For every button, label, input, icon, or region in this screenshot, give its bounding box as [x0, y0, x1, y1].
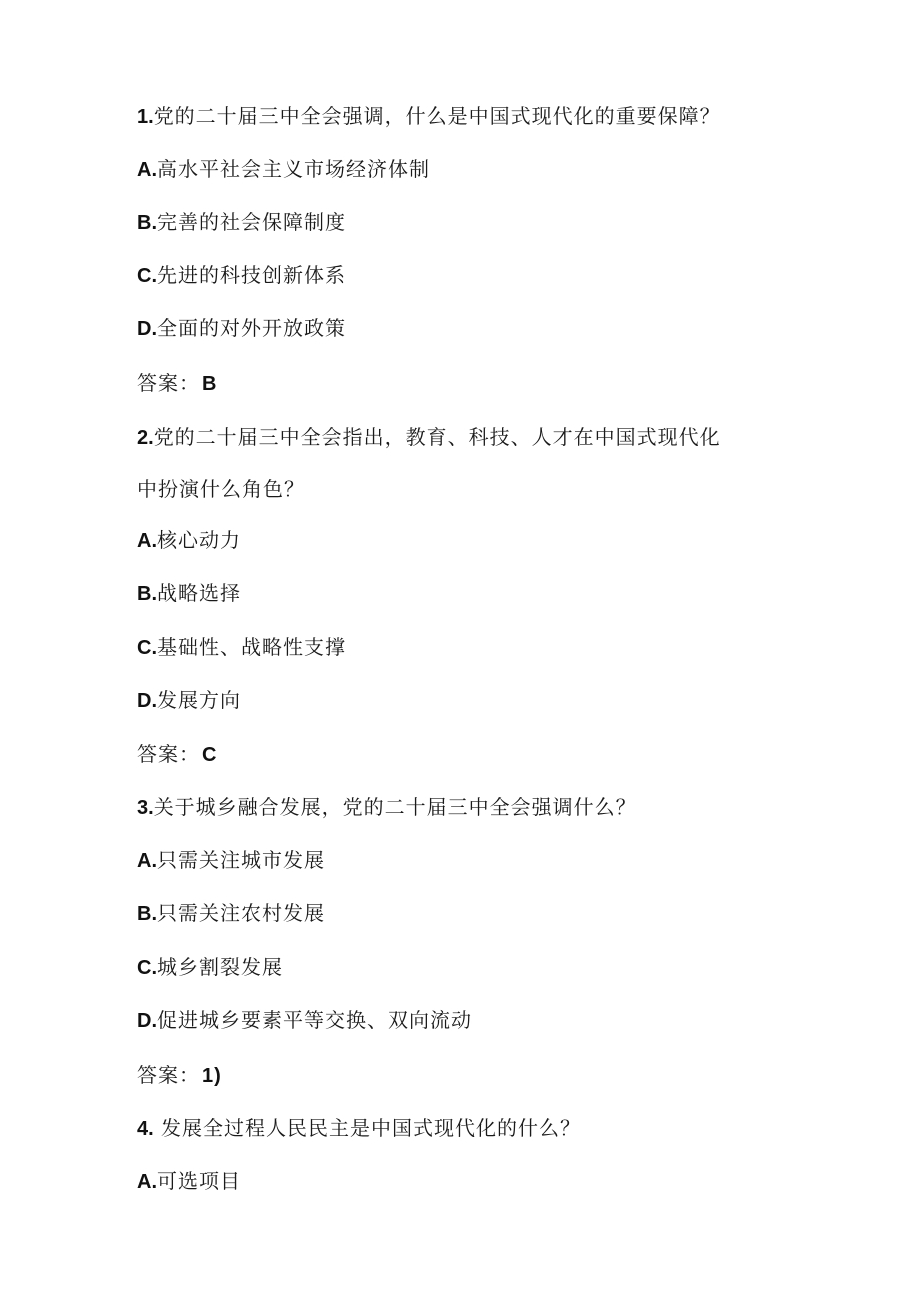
- option-3a: [137, 843, 880, 877]
- option-1b: [137, 205, 880, 239]
- option-text: 全面的对外开放政策: [157, 316, 346, 340]
- option-letter: C.: [137, 265, 157, 287]
- option-letter: A.: [137, 1171, 157, 1193]
- option-letter: A.: [137, 159, 157, 181]
- question-text-continued: 中扮演什么角色？: [137, 477, 305, 501]
- answer-3: [137, 1058, 880, 1092]
- option-letter: D.: [137, 1010, 157, 1032]
- option-1d: [137, 311, 880, 345]
- option-1a: [137, 152, 880, 186]
- option-text: 城乡割裂发展: [157, 955, 283, 979]
- option-text: 促进城乡要素平等交换、双向流动: [157, 1008, 472, 1032]
- option-letter: B.: [137, 903, 157, 925]
- question-text: 关于城乡融合发展，党的二十届三中全会强调什么？: [153, 795, 637, 819]
- option-2a: [137, 523, 880, 557]
- question-text: 党的二十届三中全会指出，教育、科技、人才在中国式现代化: [153, 425, 721, 449]
- answer-label: 答案：: [137, 742, 200, 766]
- answer-value: B: [202, 373, 218, 395]
- question-number: 2.: [137, 427, 154, 449]
- option-text: 可选项目: [157, 1169, 241, 1193]
- option-letter: D.: [137, 690, 157, 712]
- question-number: 4.: [137, 1118, 154, 1140]
- question-4: [137, 1111, 880, 1145]
- option-letter: A.: [137, 530, 157, 552]
- option-text: 基础性、战略性支撑: [157, 635, 346, 659]
- option-3c: [137, 950, 880, 984]
- option-text: 只需关注农村发展: [157, 901, 325, 925]
- option-2d: [137, 683, 880, 717]
- option-4a: [137, 1164, 880, 1198]
- option-text: 战略选择: [157, 581, 241, 605]
- option-text: 完善的社会保障制度: [157, 210, 346, 234]
- option-3d: [137, 1003, 880, 1037]
- answer-1: [137, 366, 880, 400]
- question-3: [137, 790, 880, 824]
- option-text: 核心动力: [157, 528, 241, 552]
- question-1: [137, 99, 880, 133]
- option-text: 只需关注城市发展: [157, 848, 325, 872]
- answer-2: [137, 737, 880, 771]
- question-2: [137, 420, 880, 454]
- question-number: 1.: [137, 106, 154, 128]
- option-letter: D.: [137, 318, 157, 340]
- question-text: 党的二十届三中全会强调，什么是中国式现代化的重要保障？: [153, 104, 721, 128]
- option-letter: B.: [137, 212, 157, 234]
- answer-label: 答案：: [137, 371, 200, 395]
- answer-label: 答案：: [137, 1063, 200, 1087]
- option-letter: A.: [137, 850, 157, 872]
- option-2c: [137, 630, 880, 664]
- answer-value: C: [202, 744, 218, 766]
- question-number: 3.: [137, 797, 154, 819]
- option-letter: C.: [137, 957, 157, 979]
- option-letter: B.: [137, 583, 157, 605]
- option-letter: C.: [137, 637, 157, 659]
- option-2b: [137, 576, 880, 610]
- option-text: 高水平社会主义市场经济体制: [157, 157, 430, 181]
- option-text: 先进的科技创新体系: [157, 263, 346, 287]
- option-3b: [137, 896, 880, 930]
- option-1c: [137, 258, 880, 292]
- question-text: 发展全过程人民民主是中国式现代化的什么？: [153, 1116, 582, 1140]
- question-2-continuation: [137, 472, 880, 506]
- option-text: 发展方向: [157, 688, 241, 712]
- answer-value: 1): [202, 1065, 222, 1087]
